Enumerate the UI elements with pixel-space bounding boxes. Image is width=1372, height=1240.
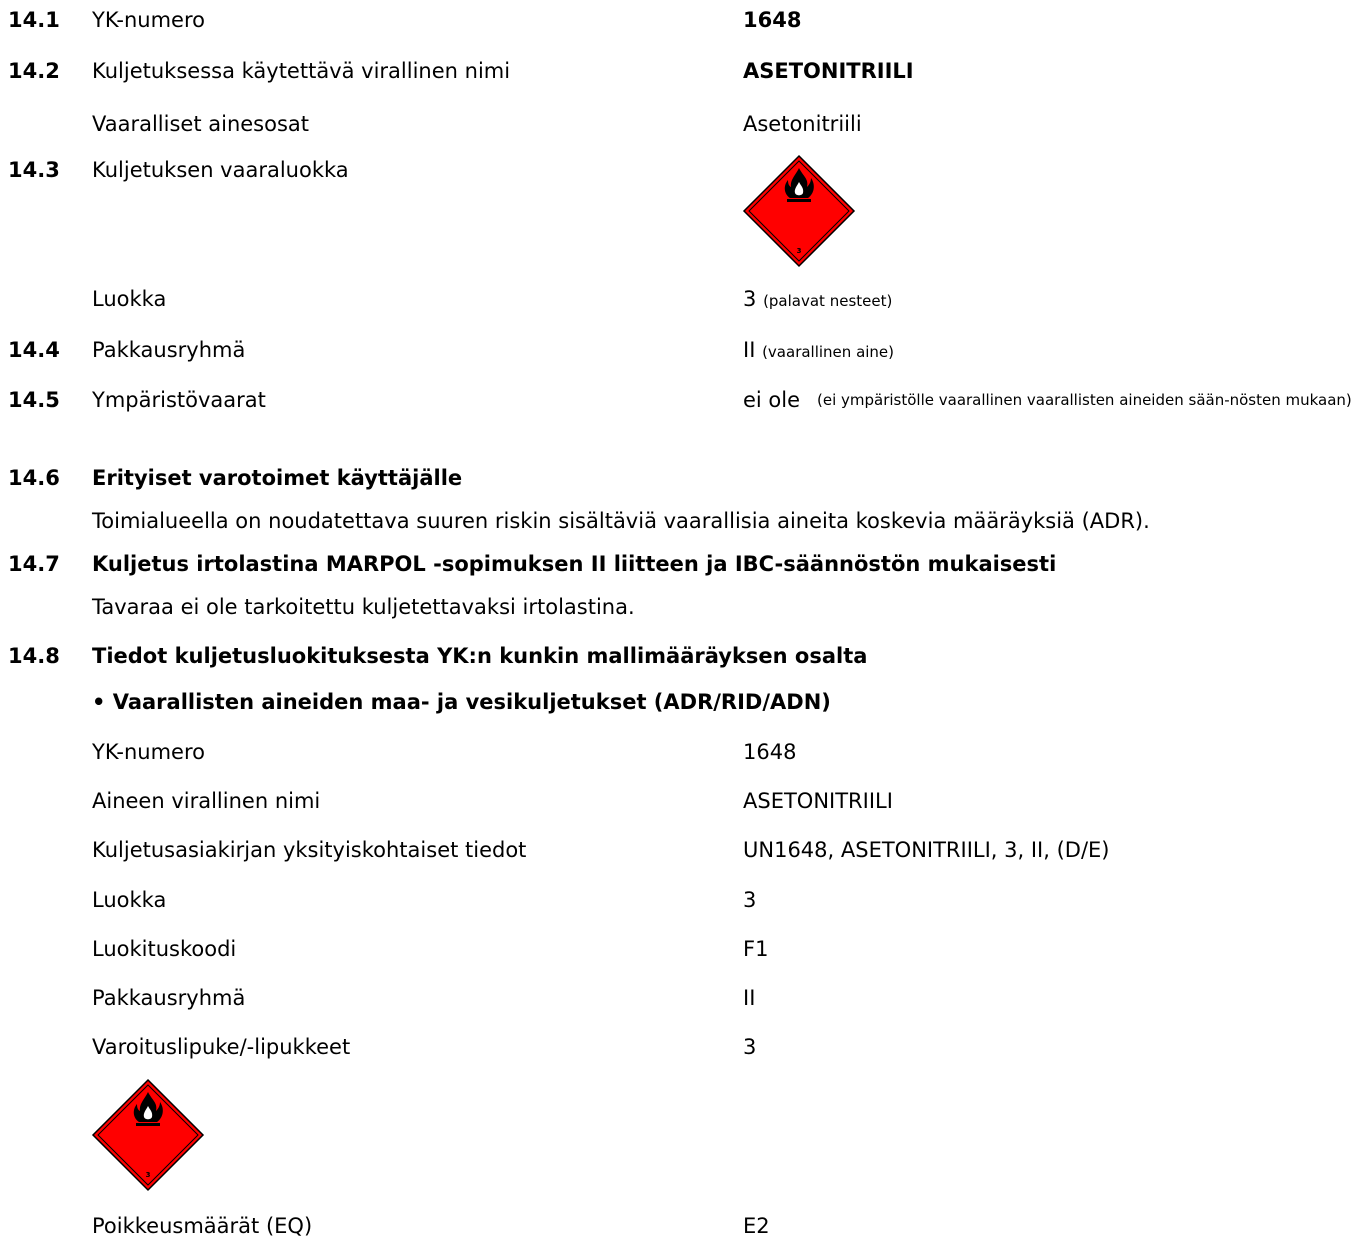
- flammable-liquid-placard: [742, 154, 856, 268]
- packing-group-label: Pakkausryhmä: [92, 338, 246, 362]
- section-number-14-8: 14.8: [8, 644, 60, 668]
- packing-group-roman: II: [743, 338, 756, 362]
- adr-row-label: Luokka: [92, 888, 167, 912]
- adr-row-value: UN1648, ASETONITRIILI, 3, II, (D/E): [743, 838, 1110, 862]
- adr-row-label: Luokituskoodi: [92, 937, 237, 961]
- adr-row-label: Varoituslipuke/-lipukkeet: [92, 1035, 351, 1059]
- adr-row-value: II: [743, 986, 756, 1010]
- adr-row-value: F1: [743, 937, 769, 961]
- adr-row-value: 1648: [743, 740, 797, 764]
- placard-class-number: 3: [145, 1171, 151, 1179]
- adr-row-label: Kuljetusasiakirjan yksityiskohtaiset tiedot: [92, 838, 527, 862]
- section-number-14-1: 14.1: [8, 8, 60, 32]
- hazardous-components-label: Vaaralliset ainesosat: [92, 112, 310, 136]
- environmental-hazards-label: Ympäristövaarat: [92, 388, 266, 412]
- section-number-14-6: 14.6: [8, 466, 60, 490]
- adr-row-value: 3: [743, 888, 757, 912]
- class-label: Luokka: [92, 287, 167, 311]
- adr-row-label: Pakkausryhmä: [92, 986, 246, 1010]
- bulk-transport-heading: Kuljetus irtolastina MARPOL -sopimuksen II liitteen ja IBC-säännöstön mukaisesti: [92, 552, 1057, 576]
- environmental-hazards-note: (ei ympäristölle vaarallinen vaarallisten aineiden sään-nösten mukaan): [817, 391, 1352, 409]
- hazardous-components-value: Asetonitriili: [743, 112, 862, 136]
- section-number-14-4: 14.4: [8, 338, 60, 362]
- packing-group-value: [743, 338, 894, 363]
- adr-row-value: ASETONITRIILI: [743, 789, 893, 813]
- un-regulation-heading: Tiedot kuljetusluokituksesta YK:n kunkin mallimääräyksen osalta: [92, 644, 868, 668]
- packing-group-note: (vaarallinen aine): [762, 343, 895, 361]
- adr-row-label: YK-numero: [92, 740, 205, 764]
- placard-class-number: 3: [796, 247, 802, 255]
- adr-row-label: Aineen virallinen nimi: [92, 789, 321, 813]
- excepted-quantities-label: Poikkeusmäärät (EQ): [92, 1214, 313, 1238]
- class-value-number: 3: [743, 287, 757, 311]
- section-number-14-3: 14.3: [8, 158, 60, 182]
- class-value-note: (palavat nesteet): [763, 292, 893, 310]
- user-precautions-text: Toimialueella on noudatettava suuren riskin sisältäviä vaarallisia aineita koskevia määräyksiä (ADR).: [92, 509, 1150, 533]
- adr-subheading: • Vaarallisten aineiden maa- ja vesikuljetukset (ADR/RID/ADN): [92, 690, 831, 714]
- adr-row-value: 3: [743, 1035, 757, 1059]
- environmental-hazards-value: ei ole: [743, 388, 801, 412]
- adr-flammable-placard: [91, 1078, 205, 1192]
- section-number-14-2: 14.2: [8, 59, 60, 83]
- user-precautions-heading: Erityiset varotoimet käyttäjälle: [92, 466, 463, 490]
- section-number-14-7: 14.7: [8, 552, 60, 576]
- bulk-transport-text: Tavaraa ei ole tarkoitettu kuljetettavaksi irtolastina.: [92, 595, 635, 619]
- un-number-label: YK-numero: [92, 8, 205, 32]
- shipping-name-label: Kuljetuksessa käytettävä virallinen nimi: [92, 59, 511, 83]
- shipping-name-value: ASETONITRIILI: [743, 59, 914, 83]
- class-value: [743, 287, 892, 312]
- un-number-value: 1648: [743, 8, 802, 32]
- hazard-class-label: Kuljetuksen vaaraluokka: [92, 158, 349, 182]
- excepted-quantities-value: E2: [743, 1214, 770, 1238]
- section-number-14-5: 14.5: [8, 388, 60, 412]
